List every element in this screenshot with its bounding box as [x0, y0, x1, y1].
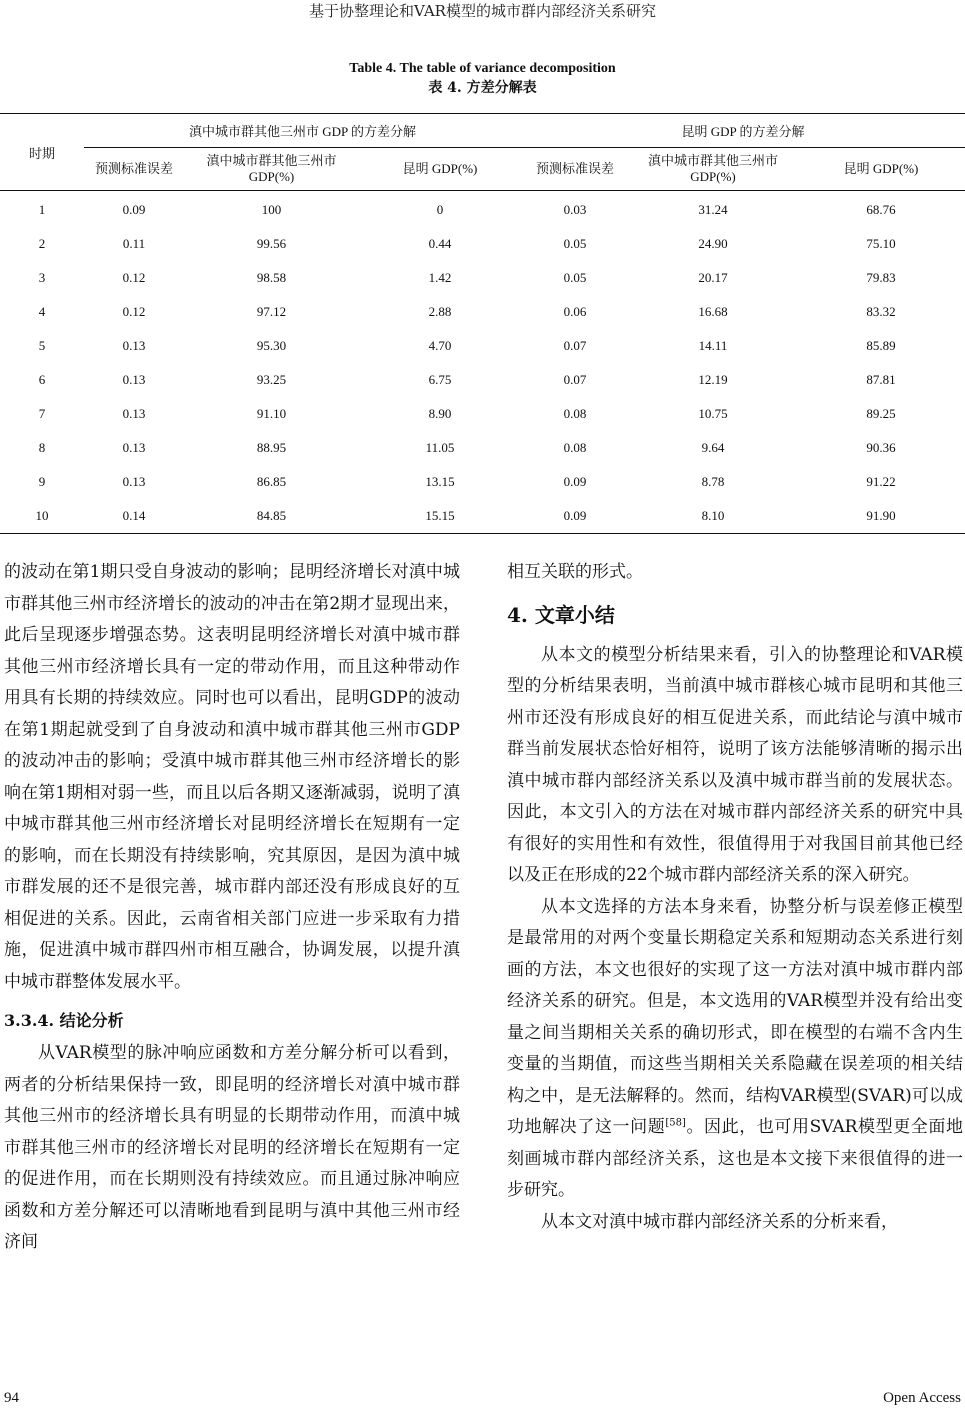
table-row	[0, 431, 965, 465]
col-header-g1-others: 滇中城市群其他三州市 GDP(%)	[206, 153, 337, 184]
group1-header: 滇中城市群其他三州市 GDP 的方差分解	[84, 114, 521, 148]
table-cell: 79.83	[866, 270, 896, 285]
right-paragraph-3: 从本文对滇中城市群内部经济关系的分析来看，	[541, 1211, 898, 1232]
table-cell: 89.25	[866, 406, 896, 421]
table-cell: 6	[38, 372, 46, 387]
table-row	[0, 261, 965, 295]
table-cell: 0.09	[563, 508, 587, 523]
table-cell: 7	[38, 406, 46, 421]
publisher-label: Open Access	[883, 1390, 961, 1406]
table-caption-en: Table 4. The table of variance decomposition	[349, 61, 616, 76]
table-cell: 10.75	[698, 406, 728, 421]
table-cell: 3	[38, 270, 46, 285]
table-cell: 20.17	[698, 270, 728, 285]
table-row	[0, 465, 965, 499]
table-cell: 10	[35, 508, 49, 523]
table-cell: 0.13	[122, 338, 146, 353]
left-paragraph-2: 从VAR模型的脉冲响应函数和方差分解分析可以看到，两者的分析结果保持一致，即昆明的经济增长对滇中城市群其他三州市的经济增长具有明显的长期带动作用，而滇中城市群其他三州市的经济增长对昆明的经济增长在短期有一定的促进作用，而在长期则没有持续效应。而且通过脉冲响应函数和方差分解还可以清晰地看到昆明与滇中其他三州市经济间	[4, 1043, 460, 1252]
table-cell: 99.56	[256, 236, 287, 251]
right-paragraph-2-text-b: 。因此，也可用SVAR模型更全面地刻画城市群内部经济关系，这也是本文接下来很值得的进一步研究。	[507, 1117, 963, 1200]
table-cell: 0.12	[122, 304, 146, 319]
table-cell: 0.09	[122, 202, 146, 217]
table-row	[0, 329, 965, 363]
header-row-groups	[0, 114, 965, 148]
table-cell: 6.75	[428, 372, 452, 387]
right-paragraph-2	[507, 892, 963, 1207]
group2-header: 昆明 GDP 的方差分解	[521, 114, 965, 148]
table-cell: 8	[38, 440, 46, 455]
table-cell: 0.03	[563, 202, 587, 217]
table-cell: 0.14	[122, 508, 146, 523]
table-row	[0, 227, 965, 261]
variance-decomposition-table	[0, 113, 965, 534]
table-cell: 98.58	[256, 270, 287, 285]
right-paragraph-1: 从本文的模型分析结果来看，引入的协整理论和VAR模型的分析结果表明，当前滇中城市群核心城市昆明和其他三州市还没有形成良好的相互促进关系，而此结论与滇中城市群当前发展状态恰好相符，说明了该方法能够清晰的揭示出滇中城市群内部经济关系以及滇中城市群当前的发展状态。因此，本文引入的方法在对城市群内部经济关系的研究中具有很好的实用性和有效性，很值得用于对我国目前其他已经以及正在形成的22个城市群内部经济关系的深入研究。	[507, 644, 963, 885]
table-cell: 2	[38, 236, 46, 251]
table-cell: 68.76	[866, 202, 896, 217]
table-cell: 0.11	[122, 236, 146, 251]
running-title: 基于协整理论和VAR模型的城市群内部经济关系研究	[309, 2, 656, 20]
subsection-heading: 3.3.4. 结论分析	[4, 1011, 124, 1030]
table-cell: 31.24	[698, 202, 728, 217]
table-cell: 14.11	[698, 338, 728, 353]
table-cell: 0.06	[563, 304, 587, 319]
header-row-columns	[0, 148, 965, 191]
table-cell: 16.68	[698, 304, 728, 319]
table-cell: 11.05	[425, 440, 455, 455]
table-cell: 4.70	[428, 338, 452, 353]
table-cell: 24.90	[698, 236, 728, 251]
table-cell: 0.13	[122, 406, 146, 421]
col-header-g1-se: 预测标准误差	[94, 161, 173, 176]
section-heading: 4. 文章小结	[507, 602, 615, 627]
table-cell: 86.85	[256, 474, 287, 489]
table-cell: 5	[38, 338, 46, 353]
table-cell: 87.81	[866, 372, 896, 387]
table-cell: 85.89	[866, 338, 896, 353]
table-cell: 0.44	[428, 236, 452, 251]
right-paragraph-2-text-a: 从本文选择的方法本身来看，协整分析与误差修正模型是最常用的对两个变量长期稳定关系和短期动态关系进行刻画的方法，本文也很好的实现了这一方法对滇中城市群内部经济关系的研究。但是，本文选用的VAR模型并没有给出变量之间当期相关关系的确切形式，即在模型的右端不含内生变量的当期值，而这些当期相关关系隐藏在误差项的相关结构之中，是无法解释的。然而，结构VAR模型(SVAR)可以成功地解决了这一问题	[507, 896, 963, 1137]
right-paragraph-0: 相互关联的形式。	[507, 562, 643, 582]
table-cell: 8.90	[428, 406, 452, 421]
table-cell: 100	[261, 202, 282, 217]
table-row	[0, 499, 965, 534]
col-header-g2-others: 滇中城市群其他三州市 GDP(%)	[647, 153, 778, 184]
table-cell: 0.07	[563, 372, 587, 387]
left-paragraph-1: 的波动在第1期只受自身波动的影响；昆明经济增长对滇中城市群其他三州市经济增长的波动的冲击在第2期才显现出来，此后呈现逐步增强态势。这表明昆明经济增长对滇中城市群其他三州市经济增长具有一定的带动作用，而且这种带动作用具有长期的持续效应。同时也可以看出，昆明GDP的波动在第1期起就受到了自身波动和滇中城市群其他三州市GDP的波动冲击的影响；受滇中城市群其他三州市经济增长的影响在第1期相对弱一些，而且以后各期又逐渐减弱，说明了滇中城市群其他三州市经济增长对昆明经济增长在短期有一定的影响，而在长期没有持续影响，究其原因，是因为滇中城市群发展的还不是很完善，城市群内部还没有形成良好的互相促进的关系。因此，云南省相关部门应进一步采取有力措施，促进滇中城市群四州市相互融合，协调发展，以提升滇中城市群整体发展水平。	[4, 562, 460, 992]
table-cell: 0.07	[563, 338, 587, 353]
table-cell: 0.12	[122, 270, 146, 285]
table-cell: 8.78	[701, 474, 725, 489]
table-row	[0, 295, 965, 329]
table-cell: 0.13	[122, 372, 146, 387]
table-cell: 2.88	[428, 304, 452, 319]
col-header-g2-kunming: 昆明 GDP(%)	[843, 161, 919, 176]
citation-ref[interactable]: [58]	[665, 1117, 686, 1129]
table-cell: 83.32	[866, 304, 896, 319]
table-cell: 0.13	[122, 440, 146, 455]
table-cell: 9	[38, 474, 46, 489]
table-cell: 88.95	[256, 440, 287, 455]
right-column	[507, 557, 963, 1238]
table-cell: 9.64	[701, 440, 725, 455]
table-cell: 0.05	[563, 270, 587, 285]
table-cell: 97.12	[256, 304, 287, 319]
table-cell: 1	[38, 202, 46, 217]
left-column	[4, 557, 460, 1259]
table-cell: 91.90	[866, 508, 896, 523]
table-caption-cn: 表 4. 方差分解表	[428, 80, 537, 96]
table-cell: 12.19	[698, 372, 728, 387]
table-cell: 15.15	[425, 508, 455, 523]
table-cell: 0.13	[122, 474, 146, 489]
table-cell: 91.22	[866, 474, 896, 489]
table-cell: 0	[436, 202, 444, 217]
col-header-g1-kunming: 昆明 GDP(%)	[402, 161, 478, 176]
table-cell: 90.36	[866, 440, 896, 455]
period-header: 时期	[28, 145, 55, 161]
table-cell: 91.10	[256, 406, 287, 421]
table-row	[0, 191, 965, 228]
table-cell: 1.42	[428, 270, 452, 285]
col-header-g2-se: 预测标准误差	[535, 161, 614, 176]
table-cell: 13.15	[425, 474, 455, 489]
table-cell: 95.30	[256, 338, 287, 353]
table-row	[0, 397, 965, 431]
table-cell: 84.85	[256, 508, 287, 523]
table-cell: 0.09	[563, 474, 587, 489]
table-cell: 93.25	[256, 372, 287, 387]
table-cell: 8.10	[701, 508, 725, 523]
table-cell: 0.05	[563, 236, 587, 251]
table-row	[0, 363, 965, 397]
table-cell: 0.08	[563, 406, 587, 421]
table-cell: 75.10	[866, 236, 896, 251]
page-number: 94	[4, 1390, 19, 1406]
table-cell: 4	[38, 304, 46, 319]
table-cell: 0.08	[563, 440, 587, 455]
